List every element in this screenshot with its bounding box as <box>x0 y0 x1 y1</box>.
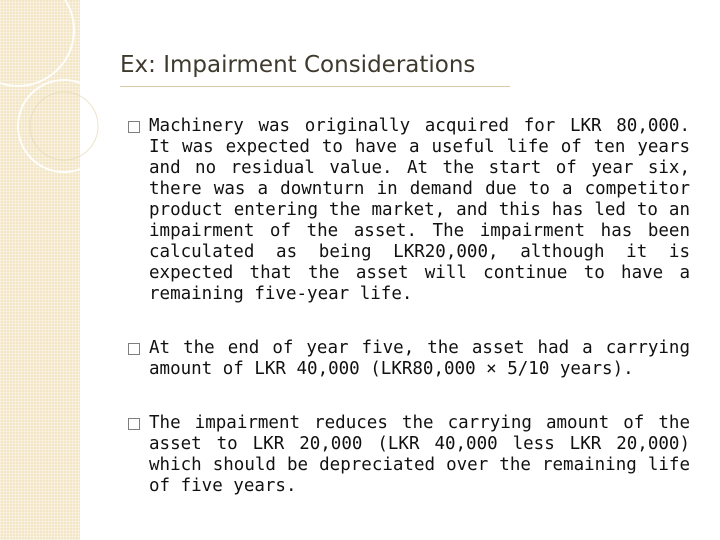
bullet-item <box>126 413 690 497</box>
bullet-list <box>126 116 690 497</box>
bullet-square-icon <box>128 343 140 355</box>
bullet-text: Machinery was originally acquired for LKR 80,000. It was expected to have a useful life of ten years and no residual value. At the start of year six, there was a downturn in demand due to a competitor product entering the market, and this has led to an impairment of the asset. The impairment has been calculated as being LKR20,000, although it is expected that the asset will continue to have a remaining five-year life. <box>149 116 690 304</box>
title-underline <box>120 86 510 87</box>
bullet-square-icon <box>128 121 140 133</box>
bullet-item <box>126 338 690 380</box>
slide-title: Ex: Impairment Considerations <box>120 52 476 78</box>
bullet-square-icon <box>128 418 140 430</box>
bullet-text: The impairment reduces the carrying amount of the asset to LKR 20,000 (LKR 40,000 less LKR 20,000) which should be depreciated over the remaining life of five years. <box>149 413 690 496</box>
bullet-item <box>126 116 690 305</box>
bullet-text: At the end of year five, the asset had a carrying amount of LKR 40,000 (LKR80,000 × 5/10 years). <box>149 338 690 379</box>
